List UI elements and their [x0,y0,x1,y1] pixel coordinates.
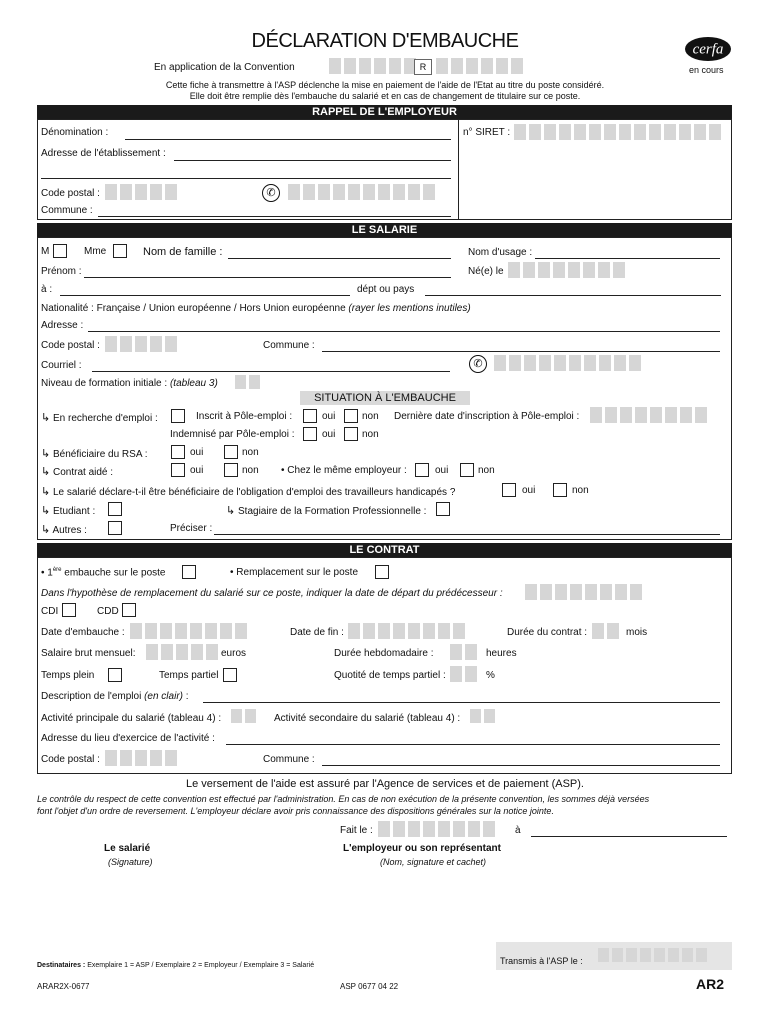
salarie-commune-label: Commune : [263,340,315,351]
cdi-label: CDI [41,606,59,617]
handicap-non-checkbox[interactable] [553,483,567,497]
niveau-label: Niveau de formation initiale : [41,378,168,389]
derniere-date-boxes[interactable] [590,407,707,423]
intro-line-2: Elle doit être remplie dès l'embauche du salarié et en cas de changement de titulaire sur ce poste. [189,91,581,101]
indemnise-non-label: non [362,429,379,440]
remplacement-label: • Remplacement sur le poste [230,567,359,578]
etudiant-row [41,504,95,517]
arrow-icon: ↳ [41,524,51,536]
controle-line-2: font l'objet d'un ordre de reversement. L'employeur déclare avoir pris connaissance des dispositions générales sur la notice jointe. [37,806,554,816]
description-label: Description de l'emploi [41,691,142,702]
etudiant-checkbox[interactable] [108,502,122,516]
contrat-aide-row [41,465,113,478]
cdd-label: CDD [97,606,119,617]
date-fin-boxes[interactable] [348,623,465,639]
employeur-phone-boxes[interactable] [288,184,435,200]
indemnise-oui-checkbox[interactable] [303,427,317,441]
preciser-label: Préciser : [170,523,213,534]
contrat-band: LE CONTRAT [37,543,732,557]
meme-employeur-oui-label: oui [435,465,449,476]
etudiant-label: Etudiant : [53,506,96,517]
autres-label: Autres : [52,525,87,536]
temps-partiel-checkbox[interactable] [223,668,237,682]
handicap-oui-label: oui [522,485,536,496]
temps-partiel-label: Temps partiel [159,670,219,681]
employeur-signature-title: L'employeur ou son représentant [343,843,501,854]
recherche-checkbox[interactable] [171,409,185,423]
nom-usage-field[interactable] [535,258,720,259]
recherche-row [41,411,158,424]
duree-contrat-label: Durée du contrat : [507,627,588,638]
phone-icon: ✆ [262,184,280,202]
niveau-note: (tableau 3) [169,378,218,389]
employeur-code-postal-label: Code postal : [41,188,100,199]
niveau-boxes[interactable] [235,375,260,389]
handicap-row [41,485,455,498]
rsa-row [41,447,148,460]
arrow-icon: ↳ [226,505,236,517]
indemnise-non-checkbox[interactable] [344,427,358,441]
destinataires-label: Destinataires : [37,962,86,969]
handicap-label: Le salarié déclare-t-il être bénéficiaire de l'obligation d'emploi des travailleurs handicapés ? [53,487,456,498]
indemnise-oui-label: oui [322,429,336,440]
controle-line-1: Le contrôle du respect de cette convention est effectué par l'administration. En cas de non exécution de la présente convention, les sommes déjà versées [37,794,650,804]
transmis-label: Transmis à l'ASP le : [500,956,583,966]
convention-number-boxes[interactable] [329,58,416,74]
description-row [41,691,189,702]
stagiaire-label: Stagiaire de la Formation Professionnelle : [238,506,427,517]
inscrit-non-checkbox[interactable] [344,409,358,423]
niveau-row [41,378,218,389]
siret-boxes[interactable] [514,124,721,140]
meme-employeur-non-checkbox[interactable] [460,463,474,477]
salarie-band: LE SALARIE [37,223,732,237]
convention-number-boxes-2[interactable] [436,58,523,74]
intro-line-1: Cette fiche à transmettre à l'ASP déclenche la mise en paiement de l'aide de l'Etat au titre du poste considéré. [165,80,605,90]
salaire-label: Salaire brut mensuel: [41,648,136,659]
destinataires-text: Exemplaire 1 = ASP / Exemplaire 2 = Employeur / Exemplaire 3 = Salarié [85,962,315,969]
courriel-field[interactable] [92,371,450,372]
quotite-boxes[interactable] [450,666,477,682]
inscrit-label: Inscrit à Pôle-emploi : [196,411,293,422]
premiere-sup: ère [52,567,62,573]
heures-label: heures [486,648,517,659]
m-checkbox[interactable] [53,244,67,258]
quotite-label: Quotité de temps partiel : [334,670,446,681]
activite-secondaire-label: Activité secondaire du salarié (tableau 4) : [274,713,461,724]
employeur-divider [458,119,459,220]
salarie-code-postal-boxes[interactable] [105,336,177,352]
salarie-code-postal-label: Code postal : [41,340,100,351]
mme-checkbox[interactable] [113,244,127,258]
ref-left: ARAR2X-0677 [37,982,90,991]
rsa-oui-checkbox[interactable] [171,445,185,459]
contrat-commune-label: Commune : [263,754,315,765]
adresse-etab-field-2[interactable] [41,178,451,179]
date-fin-label: Date de fin : [290,627,344,638]
en-cours-label: en cours [689,65,724,75]
activite-principale-label: Activité principale du salarié (tableau 4) : [41,713,222,724]
adresse-etab-label: Adresse de l'établissement : [41,148,166,159]
fait-a-label: à [515,825,521,836]
indemnise-label: Indemnisé par Pôle-emploi : [170,429,295,440]
salarie-signature-note: (Signature) [108,857,153,867]
adresse-etab-field[interactable] [174,160,451,161]
mois-label: mois [626,627,648,638]
stagiaire-row [226,504,426,517]
adresse-field[interactable] [88,331,720,332]
euros-label: euros [221,648,247,659]
salarie-signature-title: Le salarié [104,843,151,854]
remplacement-checkbox[interactable] [375,565,389,579]
rsa-label: Bénéficiaire du RSA : [53,449,148,460]
denomination-field[interactable] [125,139,451,140]
employeur-code-postal-boxes[interactable] [105,184,177,200]
duree-hebdo-label: Durée hebdomadaire : [334,648,434,659]
arrow-icon: ↳ [41,466,51,478]
dept-field[interactable] [425,295,721,296]
transmis-boxes[interactable] [598,948,707,962]
derniere-date-label: Dernière date d'inscription à Pôle-emploi : [394,411,580,422]
lieu-naissance-field[interactable] [60,295,350,296]
preciser-field[interactable] [214,534,720,535]
autres-checkbox[interactable] [108,521,122,535]
employeur-signature-note: (Nom, signature et cachet) [380,857,487,867]
adresse-label: Adresse : [41,320,84,331]
arrow-icon: ↳ [41,505,51,517]
recherche-label: En recherche d'emploi : [53,413,158,424]
prenom-label: Prénom : [41,266,82,277]
ne-le-label: Né(e) le [468,266,504,277]
dept-label: dépt ou pays [357,284,415,295]
nationalite-label: Nationalité : Française / Union européenne / Hors Union européenne [41,303,346,314]
contrat-commune-field[interactable] [322,765,720,766]
nationalite-note: (rayer les mentions inutiles) [348,303,471,314]
nom-usage-label: Nom d'usage : [468,247,533,258]
prenom-field[interactable] [84,277,451,278]
page-title: DÉCLARATION D'EMBAUCHE [251,30,519,52]
premiere-pre: • 1 [41,567,53,579]
nom-famille-label: Nom de famille : [143,246,223,258]
denomination-label: Dénomination : [41,127,109,138]
temps-plein-label: Temps plein [41,670,95,681]
nationalite-row [41,303,471,314]
salaire-boxes[interactable] [146,644,218,660]
contrat-aide-label: Contrat aidé : [53,467,114,478]
salarie-phone-icon: ✆ [469,355,487,373]
inscrit-oui-checkbox[interactable] [303,409,317,423]
employeur-band: RAPPEL DE L'EMPLOYEUR [37,105,732,119]
convention-label: En application de la Convention [154,62,295,73]
activite-principale-boxes[interactable] [231,709,256,723]
description-note: (en clair) [144,691,183,702]
contrat-aide-non-checkbox[interactable] [224,463,238,477]
employeur-commune-field[interactable] [98,216,451,217]
depart-predecesseur-boxes[interactable] [525,584,642,600]
arrow-icon: ↳ [41,448,51,460]
destinataires-row [37,962,314,969]
m-label: M [41,246,50,257]
contrat-aide-oui-checkbox[interactable] [171,463,185,477]
adresse-lieu-field[interactable] [226,744,720,745]
ref-mid: ASP 0677 04 22 [340,982,399,991]
contrat-aide-non-label: non [242,465,259,476]
nom-famille-field[interactable] [228,258,451,259]
meme-employeur-label: • Chez le même employeur : [281,465,407,476]
ref-right: AR2 [696,976,725,992]
handicap-non-label: non [572,485,589,496]
duree-contrat-boxes[interactable] [592,623,619,639]
adresse-lieu-label: Adresse du lieu d'exercice de l'activité : [41,733,215,744]
date-embauche-boxes[interactable] [130,623,247,639]
cerfa-logo [684,36,732,62]
inscrit-oui-label: oui [322,411,336,422]
cdi-checkbox[interactable] [62,603,76,617]
fait-a-field[interactable] [531,836,727,837]
salarie-commune-field[interactable] [322,351,720,352]
meme-employeur-oui-checkbox[interactable] [415,463,429,477]
date-embauche-label: Date d'embauche : [41,627,125,638]
courriel-label: Courriel : [41,360,82,371]
description-field[interactable] [203,702,720,703]
temps-plein-checkbox[interactable] [108,668,122,682]
pct-label: % [486,670,495,681]
premiere-post: embauche sur le poste [61,567,166,579]
arrow-icon: ↳ [41,486,51,498]
activite-secondaire-boxes[interactable] [470,709,495,723]
situation-band: SITUATION À L'EMBAUCHE [300,391,470,405]
premiere-embauche-checkbox[interactable] [182,565,196,579]
lieu-naissance-label: à : [41,284,53,295]
fait-le-boxes[interactable] [378,821,495,837]
description-colon: : [185,691,189,702]
mme-label: Mme [84,246,107,257]
autres-row [41,523,87,536]
inscrit-non-label: non [362,411,379,422]
employeur-commune-label: Commune : [41,205,93,216]
meme-employeur-non-label: non [478,465,495,476]
contrat-code-postal-label: Code postal : [41,754,100,765]
siret-label: n° SIRET : [463,127,511,138]
handicap-oui-checkbox[interactable] [502,483,516,497]
cdd-checkbox[interactable] [122,603,136,617]
contrat-aide-oui-label: oui [190,465,204,476]
convention-r-box: R [414,59,432,75]
cerfa-logo-text: cerfa [692,41,724,58]
rsa-non-label: non [242,447,259,458]
rsa-non-checkbox[interactable] [224,445,238,459]
fait-le-label: Fait le : [340,825,373,836]
date-naissance-boxes[interactable] [508,262,625,278]
rsa-oui-label: oui [190,447,204,458]
salarie-phone-boxes[interactable] [494,355,641,371]
hypothese-label: Dans l'hypothèse de remplacement du salarié sur ce poste, indiquer la date de départ du prédécesseur : [41,588,503,599]
versement-text: Le versement de l'aide est assuré par l'Agence de services et de paiement (ASP). [186,778,584,790]
contrat-code-postal-boxes[interactable] [105,750,177,766]
premiere-embauche-label [41,567,165,578]
arrow-icon: ↳ [41,412,51,424]
duree-hebdo-boxes[interactable] [450,644,477,660]
stagiaire-checkbox[interactable] [436,502,450,516]
